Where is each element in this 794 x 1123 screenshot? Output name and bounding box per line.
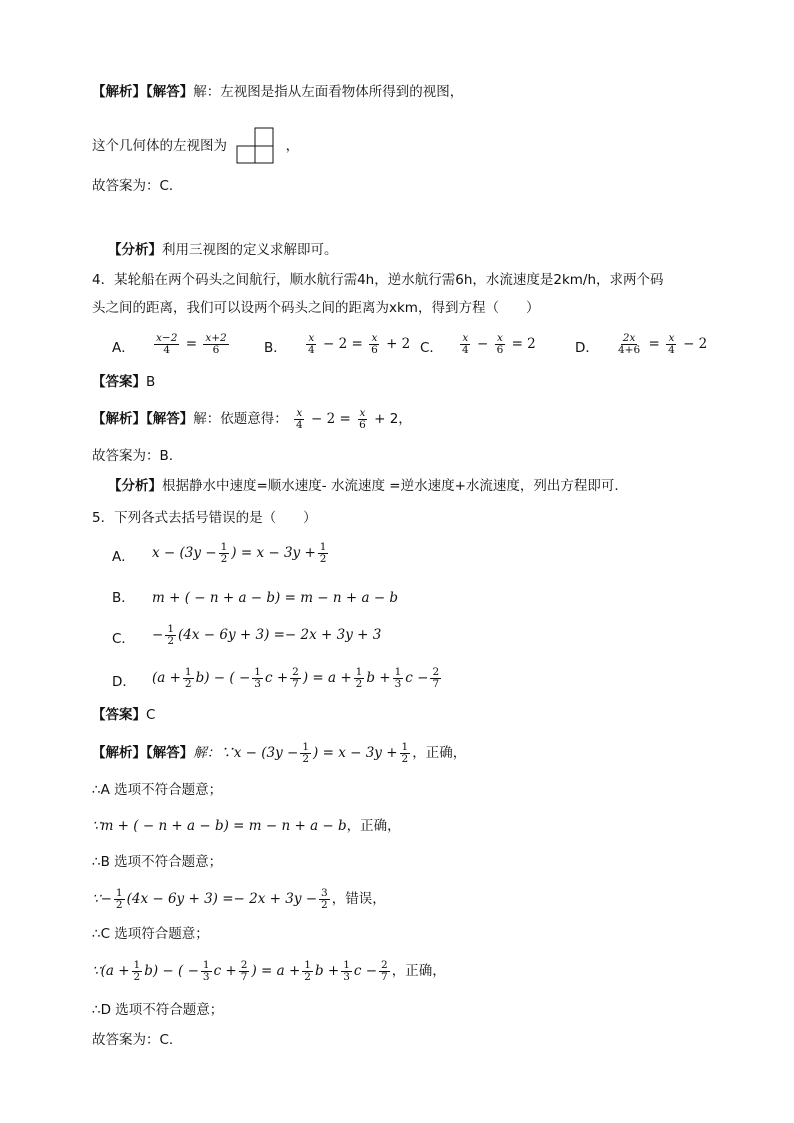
q3-jieda-line: [92, 82, 463, 102]
q5-option-b-label[interactable]: B．: [112, 590, 135, 606]
q4-option-a-label[interactable]: A．: [112, 340, 135, 356]
q5-option-c-label[interactable]: C．: [112, 631, 135, 647]
q3-left-view-line: [92, 127, 299, 165]
q5-option-b-expr[interactable]: m + ( − n + a − b) = m − n + a − b: [152, 590, 399, 606]
q4-option-c-label[interactable]: C．: [420, 340, 443, 356]
q4-option-b-label[interactable]: B．: [264, 340, 287, 356]
q4-answer: [92, 372, 155, 392]
q3-left-view-text: 这个几何体的左视图为: [92, 138, 227, 154]
fenxi-tag: 【分析】: [108, 242, 162, 258]
q4-final: 故答案为：B.: [92, 448, 174, 464]
answer-tag: 【答案】: [92, 374, 146, 390]
q4-option-b-expr[interactable]: $\frac{x}{4}$ − 2 = $\frac{x}{6}$ + 2: [308, 332, 411, 356]
q4-option-d-expr[interactable]: $\frac{2x}{4+6}$ = $\frac{x}{4}$ − 2: [618, 332, 708, 356]
q5-step1: 【解析】【解答】解：∵x − (3y − $\frac{1}{2}$ ) = x − 3y + $\frac{1}{2}$ ，正确，: [92, 741, 467, 765]
q3-answer: 故答案为：C．: [92, 178, 183, 194]
q5-step2: ∵m + ( − n + a − b) = m − n + a − b，正确，: [92, 818, 401, 834]
jieda-tag: 【解答】: [146, 84, 194, 100]
jieda-tag: 【解答】: [146, 745, 194, 761]
jiexi-tag: 【解析】: [92, 84, 146, 100]
q5-conclusion-b: ∴B 选项不符合题意；: [92, 854, 223, 870]
q4-jieda: 【解析】【解答】解：依题意得： $\frac{x}{4}$ − 2 = $\frac{x}{6}$ + 2，: [92, 407, 412, 431]
answer-value: C: [146, 707, 156, 723]
answer-tag: 【答案】: [92, 707, 146, 723]
q5-conclusion-a: ∴A 选项不符合题意；: [92, 782, 223, 798]
answer-value: B: [146, 374, 156, 390]
q3-fenxi: [108, 240, 338, 260]
jieda-tag: 【解答】: [146, 411, 194, 427]
q5-final: 故答案为：C.: [92, 1032, 174, 1048]
q5-answer: [92, 705, 155, 725]
q5-conclusion-c: ∴C 选项符合题意；: [92, 926, 209, 942]
q5-step4: ∵(a + $\frac{1}{2}$ b) − ( − $\frac{1}{3}$ c + $\frac{2}{7}$ ) = a + $\frac{1}{2}$ b + $\frac{1}{3}$ c − $\frac{2}{7}$ ，正确，: [92, 959, 446, 983]
comma: ，: [285, 138, 300, 154]
fenxi-text: 根据静水中速度=顺水速度- 水流速度 =逆水速度+水流速度，列出方程即可.: [162, 478, 619, 494]
q5-option-d-expr[interactable]: (a + $\frac{1}{2}$ b) − ( − $\frac{1}{3}$ c + $\frac{2}{7}$ ) = a + $\frac{1}{2}$ b + $\frac{1}{3}$ c − $\frac{2}{7}$: [152, 666, 440, 690]
q3-jieda-text: 解：左视图是指从左面看物体所得到的视图，: [193, 84, 464, 100]
q5-step3: ∵− $\frac{1}{2}$ (4x − 6y + 3) =− 2x + 3y − $\frac{3}{2}$ ，错误，: [92, 887, 386, 911]
q4-option-c-expr[interactable]: $\frac{x}{4}$ − $\frac{x}{6}$ = 2: [462, 332, 536, 356]
left-view-figure: [235, 127, 275, 165]
q5-option-c-expr[interactable]: − $\frac{1}{2}$ (4x − 6y + 3) =− 2x + 3y + 3: [152, 623, 382, 647]
q5-option-d-label[interactable]: D．: [112, 674, 136, 690]
q4-fenxi: [108, 476, 619, 496]
fenxi-text: 利用三视图的定义求解即可。: [162, 242, 338, 258]
jiexi-tag: 【解析】: [92, 745, 146, 761]
q5-conclusion-d: ∴D 选项不符合题意；: [92, 1002, 224, 1018]
q5-option-a-label[interactable]: A．: [112, 549, 135, 565]
q4-stem-line1: 4．某轮船在两个码头之间航行，顺水航行需4h，逆水航行需6h，水流速度是2km/h，求两个码: [92, 272, 664, 288]
jiexi-tag: 【解析】: [92, 411, 146, 427]
q5-option-a-expr[interactable]: x − (3y − $\frac{1}{2}$ ) = x − 3y + $\frac{1}{2}$: [152, 541, 327, 565]
q4-option-a-expr[interactable]: $\frac{x-2}{4}$ = $\frac{x+2}{6}$: [156, 332, 227, 356]
fenxi-tag: 【分析】: [108, 478, 162, 494]
jieda-text: 解：依题意得：: [193, 411, 288, 427]
q5-stem: 5．下列各式去括号错误的是（ ）: [92, 510, 317, 526]
q4-option-d-label[interactable]: D．: [575, 340, 599, 356]
q4-stem-line2: 头之间的距离，我们可以设两个码头之间的距离为xkm，得到方程（ ）: [92, 300, 540, 316]
